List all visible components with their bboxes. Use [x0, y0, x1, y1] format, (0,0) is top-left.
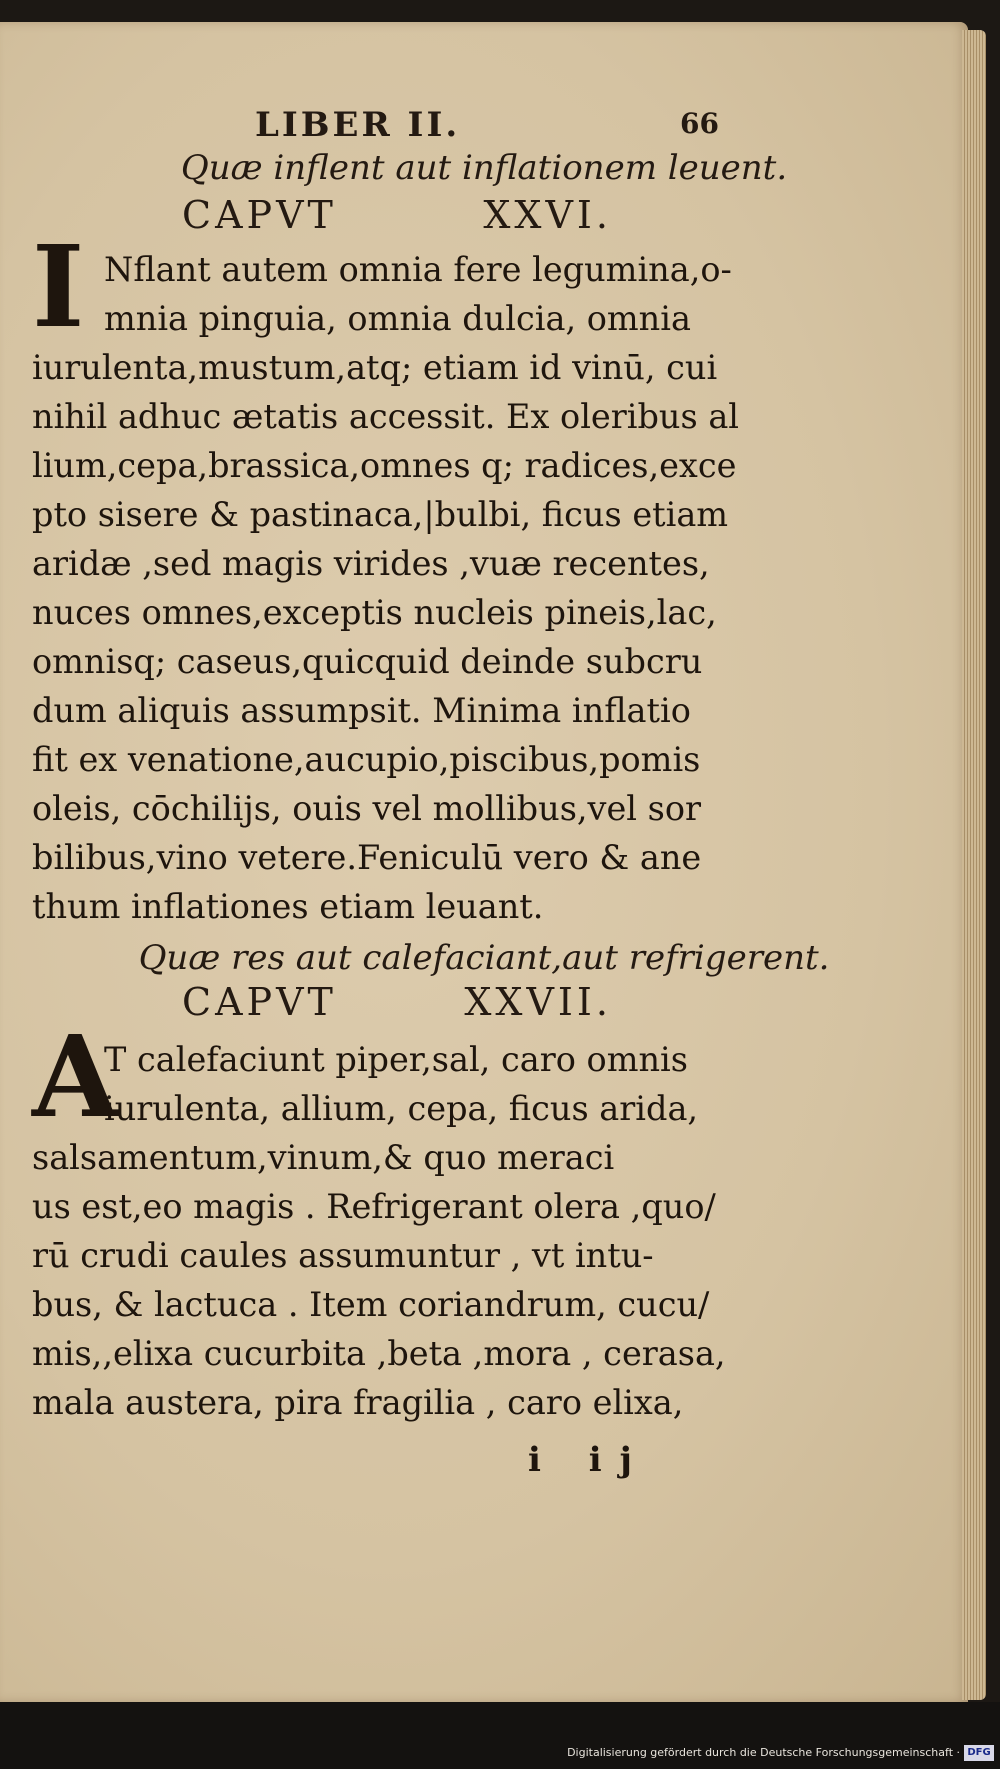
- chapter-26-heading: Quæ inflent aut inflationem leuent.: [180, 148, 788, 188]
- text-line: iurulenta,mustum,atq; etiam id vinū, cui: [32, 348, 718, 387]
- text-line: rū crudi caules assumuntur , vt intu-: [32, 1236, 654, 1275]
- text-line: aridæ ,sed magis virides ,vuæ recentes,: [32, 544, 710, 583]
- running-title: LIBER II.: [255, 105, 461, 145]
- digitization-credit: Digitalisierung gefördert durch die Deutsche Forschungsgemeinschaft ·: [567, 1746, 960, 1759]
- text-line: mala austera, pira fragilia , caro elixa,: [32, 1383, 684, 1422]
- chapter-27-heading: Quæ res aut calefaciant,aut refrigerent.: [138, 938, 830, 978]
- text-line: pto sisere & pastinaca,|bulbi, ficus etiam: [32, 495, 729, 534]
- chapter-26-text: [32, 245, 740, 931]
- text-line: nuces omnes,exceptis nucleis pineis,lac,: [32, 593, 717, 632]
- dfg-logo-icon: DFG: [964, 1745, 994, 1761]
- chapter-26-caput: [182, 193, 612, 237]
- text-line: nihil adhuc ætatis accessit. Ex oleribus al: [32, 397, 740, 436]
- text-line: fit ex venatione,aucupio,piscibus,pomis: [32, 740, 701, 779]
- text-line: T calefaciunt piper,sal, caro omnis: [104, 1040, 688, 1079]
- text-line: bus, & lactuca . Item coriandrum, cucu/: [32, 1285, 710, 1324]
- caput-word: CAPVT: [182, 980, 337, 1024]
- text-line: thum inflationes etiam leuant.: [32, 887, 544, 926]
- text-line: iurulenta, allium, cepa, ficus arida,: [104, 1089, 699, 1128]
- footer-bar: [0, 1702, 1000, 1769]
- text-line: lium,cepa,brassica,omnes q; radices,exce: [32, 446, 737, 485]
- running-head: [0, 105, 968, 145]
- text-line: us est,eo magis . Refrigerant olera ,quo/: [32, 1187, 716, 1226]
- text-line: dum aliquis assumpsit. Minima inflatio: [32, 691, 691, 730]
- caput-word: CAPVT: [182, 193, 337, 237]
- caput-number: XXVII.: [464, 980, 612, 1024]
- text-line: omnisq; caseus,quicquid deinde subcru: [32, 642, 703, 681]
- text-line: salsamentum,vinum,& quo meraci: [32, 1138, 615, 1177]
- folio-number: 66: [680, 107, 719, 140]
- caput-number: XXVI.: [483, 193, 612, 237]
- text-line: mis,,elixa cucurbita ,beta ,mora , cerasa,: [32, 1334, 726, 1373]
- dropcap-i: I: [32, 222, 85, 353]
- chapter-27-caput: [182, 980, 612, 1024]
- signature-mark: i ij: [528, 1440, 650, 1480]
- text-line: oleis, cōchilijs, ouis vel mollibus,vel sor: [32, 789, 702, 828]
- text-line: mnia pinguia, omnia dulcia, omnia: [104, 299, 691, 338]
- dropcap-a: A: [32, 1012, 119, 1143]
- chapter-27-text: [32, 1035, 732, 1427]
- text-line: bilibus,vino vetere.Feniculū vero & ane: [32, 838, 702, 877]
- text-line: Nflant autem omnia fere legumina,o-: [104, 250, 732, 289]
- page-edges: [962, 30, 986, 1700]
